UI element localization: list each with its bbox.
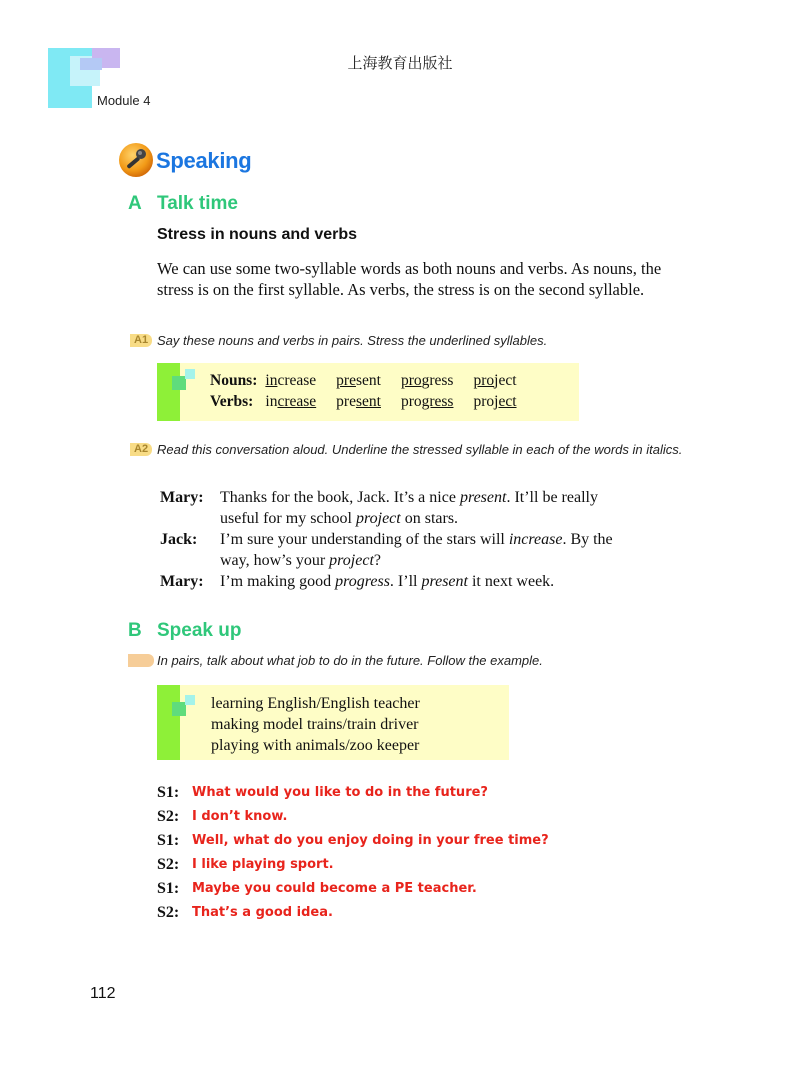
syllable: pro [400,392,422,410]
text: Thanks for the book, Jack. It’s a nice [220,489,460,506]
speaker-s1: S1: [157,832,180,849]
stressed-syllable: gress [421,392,454,410]
stressed-syllable: pre [336,371,356,389]
b-instruction: In pairs, talk about what job to do in the future. Follow the example. [157,653,543,668]
word-cell [336,370,401,391]
text: useful for my school [220,510,356,527]
italic-word: present [459,489,507,506]
italic-word: increase [508,531,563,548]
stressed-syllable: pro [473,371,495,389]
page-number: 112 [90,985,116,1002]
syllable: sent [355,371,381,389]
syllable: gress [421,371,454,389]
box-accent-bar [157,685,180,760]
syllable: pro [473,392,495,410]
prompt-item: playing with animals/zoo keeper [211,737,420,754]
syllable: in [265,392,278,410]
italic-word: project [355,510,401,527]
conversation-line [220,508,660,529]
verbs-row [210,391,517,412]
dialogue-text: I like playing sport. [192,857,334,872]
word-cell [265,391,336,412]
section-b-title: Speak up [157,620,242,641]
section-a-letter: A [128,193,142,214]
text: . It’ll be really [506,489,598,506]
speaker-s1: S1: [157,784,180,801]
syllable: pre [336,392,356,410]
stressed-syllable: crease [277,392,317,410]
publisher-name: 上海教育出版社 [347,54,453,72]
text: way, how’s your [220,552,330,569]
box-accent-square [172,376,186,390]
section-b-letter: B [128,620,142,641]
word-cell [265,370,336,391]
dialogue-row [157,782,677,806]
dialogue-row [157,854,677,878]
module-label: Module 4 [97,93,151,108]
box-accent-square [172,702,186,716]
task-tag-a1: A1 [130,334,152,347]
dialogue-text: I don’t know. [192,809,288,824]
dialogue-row [157,902,677,926]
conversation-line [220,571,660,592]
stressed-syllable: sent [355,392,381,410]
box-accent-square-light [185,695,195,705]
stressed-syllable: ject [494,392,517,410]
word-cell [473,370,516,391]
word-cell [401,391,474,412]
syllable: crease [277,371,317,389]
dialogue-text: Well, what do you enjoy doing in your free time? [192,833,549,848]
conversation-line [220,487,660,508]
word-cell [401,370,474,391]
prompt-list [211,693,420,756]
example-dialogue [157,782,677,926]
box-accent-bar [157,363,180,421]
microphone-icon [118,142,154,178]
italic-word: project [329,552,374,569]
speaker-jack: Jack: [160,531,198,548]
text: on stars. [400,510,459,527]
dialogue-text: What would you like to do in the future? [192,785,488,800]
speaker-s1: S1: [157,880,180,897]
dialogue-text: Maybe you could become a PE teacher. [192,881,477,896]
speaker-s2: S2: [157,904,180,921]
text: . By the [562,531,613,548]
dialogue-row [157,878,677,902]
verbs-label: Verbs: [210,392,254,410]
task-tag-blank [128,654,154,667]
speaker-s2: S2: [157,856,180,873]
prompt-item: learning English/English teacher [211,695,420,712]
text: it next week. [467,573,555,590]
noun-verb-table [210,370,517,412]
dialogue-row [157,806,677,830]
a1-instruction: Say these nouns and verbs in pairs. Stress the underlined syllables. [157,333,548,348]
stressed-syllable: pro [400,371,422,389]
conversation [160,487,680,597]
stressed-syllable: in [265,371,278,389]
word-cell [336,391,401,412]
speaker-s2: S2: [157,808,180,825]
speaker-mary: Mary: [160,489,204,506]
word-cell [473,391,516,412]
nouns-label: Nouns: [210,371,258,389]
dialogue-row [157,830,677,854]
speaking-title: Speaking [156,148,252,173]
conversation-line [220,550,660,571]
box-accent-square-light [185,369,195,379]
syllable: ject [494,371,517,389]
stress-explanation: We can use some two-syllable words as both nouns and verbs. As nouns, the stress is on the first syllable. As verbs, the stress is on the second syllable. [157,259,662,299]
section-a-title: Talk time [157,193,238,214]
text: . I’ll [389,573,422,590]
prompt-item: making model trains/train driver [211,716,419,733]
conversation-line [220,529,660,550]
italic-word: progress [335,573,390,590]
subheading-stress: Stress in nouns and verbs [157,226,358,243]
dialogue-text: That’s a good idea. [192,905,333,920]
italic-word: present [421,573,468,590]
text: I’m making good [220,573,336,590]
text: ? [373,552,382,569]
task-tag-a2: A2 [130,443,152,456]
text: I’m sure your understanding of the stars will [220,531,509,548]
speaker-mary: Mary: [160,573,204,590]
nouns-row [210,370,517,391]
a2-instruction: Read this conversation aloud. Underline the stressed syllable in each of the words in italics. [157,442,683,457]
